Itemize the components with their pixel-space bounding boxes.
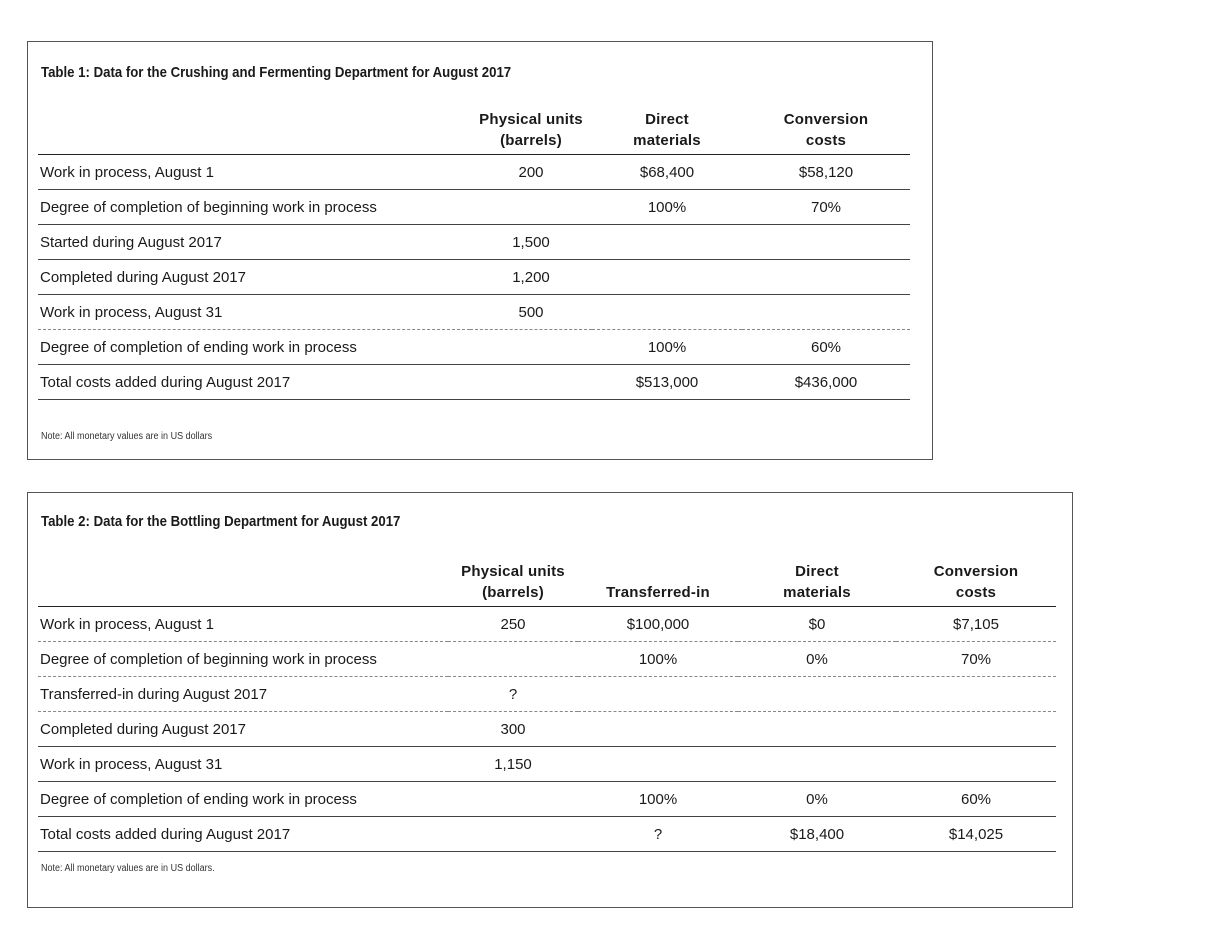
- row-label: Total costs added during August 2017: [38, 817, 448, 852]
- physical-units-cell: 250: [448, 607, 578, 642]
- table-row: [38, 782, 1056, 817]
- direct-materials-cell: 0%: [738, 642, 896, 677]
- table-row: [38, 747, 1056, 782]
- row-label: Work in process, August 31: [38, 295, 470, 330]
- row-label: Work in process, August 1: [38, 607, 448, 642]
- row-label: Work in process, August 31: [38, 747, 448, 782]
- table-row: [38, 642, 1056, 677]
- conversion-costs-cell: [742, 260, 910, 295]
- table2-header-blank: [38, 561, 448, 607]
- table2-header-row: [38, 561, 1056, 607]
- table-row: [38, 817, 1056, 852]
- transferred-in-cell: [578, 712, 738, 747]
- table1: [38, 109, 910, 400]
- transferred-in-cell: [578, 747, 738, 782]
- table-row: [38, 155, 910, 190]
- row-label: Degree of completion of ending work in process: [38, 782, 448, 817]
- direct-materials-cell: $513,000: [592, 365, 742, 400]
- conversion-costs-cell: 70%: [896, 642, 1056, 677]
- table-row: [38, 365, 910, 400]
- table-row: [38, 330, 910, 365]
- direct-materials-cell: $68,400: [592, 155, 742, 190]
- table2-header-direct-materials: Direct materials: [783, 563, 851, 601]
- physical-units-cell: [448, 642, 578, 677]
- physical-units-cell: 1,500: [470, 225, 592, 260]
- table2-panel: [27, 492, 1073, 908]
- table2-header-physical-units: Physical units (barrels): [461, 563, 565, 601]
- physical-units-cell: 300: [448, 712, 578, 747]
- physical-units-cell: 1,150: [448, 747, 578, 782]
- transferred-in-cell: 100%: [578, 782, 738, 817]
- direct-materials-cell: $0: [738, 607, 896, 642]
- physical-units-cell: ?: [448, 677, 578, 712]
- row-label: Degree of completion of beginning work in process: [38, 190, 470, 225]
- conversion-costs-cell: $7,105: [896, 607, 1056, 642]
- conversion-costs-cell: 60%: [742, 330, 910, 365]
- table1-title: Table 1: Data for the Crushing and Fermenting Department for August 2017: [41, 64, 512, 81]
- physical-units-cell: [448, 782, 578, 817]
- row-label: Started during August 2017: [38, 225, 470, 260]
- direct-materials-cell: $18,400: [738, 817, 896, 852]
- row-label: Total costs added during August 2017: [38, 365, 470, 400]
- table1-header-row: [38, 109, 910, 155]
- direct-materials-cell: 0%: [738, 782, 896, 817]
- table2-title: Table 2: Data for the Bottling Department for August 2017: [41, 513, 401, 530]
- row-label: Completed during August 2017: [38, 712, 448, 747]
- transferred-in-cell: $100,000: [578, 607, 738, 642]
- direct-materials-cell: [738, 712, 896, 747]
- conversion-costs-cell: $436,000: [742, 365, 910, 400]
- direct-materials-cell: [592, 260, 742, 295]
- row-label: Completed during August 2017: [38, 260, 470, 295]
- direct-materials-cell: 100%: [592, 190, 742, 225]
- table1-note: Note: All monetary values are in US dollars: [41, 431, 213, 442]
- table-row: [38, 295, 910, 330]
- conversion-costs-cell: [896, 712, 1056, 747]
- table2-header-conversion-costs: Conversion costs: [933, 563, 1019, 601]
- conversion-costs-cell: [742, 225, 910, 260]
- table1-panel: [27, 41, 933, 460]
- conversion-costs-cell: 60%: [896, 782, 1056, 817]
- physical-units-cell: [470, 190, 592, 225]
- table1-header-blank: [38, 109, 470, 155]
- table1-header-conversion-costs: Conversion costs: [783, 111, 869, 149]
- row-label: Transferred-in during August 2017: [38, 677, 448, 712]
- direct-materials-cell: 100%: [592, 330, 742, 365]
- direct-materials-cell: [592, 225, 742, 260]
- row-label: Degree of completion of ending work in process: [38, 330, 470, 365]
- table-row: [38, 225, 910, 260]
- physical-units-cell: 500: [470, 295, 592, 330]
- table2: [38, 561, 1056, 852]
- physical-units-cell: [470, 330, 592, 365]
- physical-units-cell: [470, 365, 592, 400]
- table2-note: Note: All monetary values are in US dollars.: [41, 863, 215, 874]
- table-row: [38, 190, 910, 225]
- table2-header-transferred-in: Transferred-in: [606, 584, 710, 601]
- table-row: [38, 712, 1056, 747]
- transferred-in-cell: ?: [578, 817, 738, 852]
- conversion-costs-cell: [896, 677, 1056, 712]
- table-row: [38, 607, 1056, 642]
- physical-units-cell: 1,200: [470, 260, 592, 295]
- table1-header-physical-units: Physical units (barrels): [479, 111, 583, 149]
- conversion-costs-cell: $14,025: [896, 817, 1056, 852]
- physical-units-cell: 200: [470, 155, 592, 190]
- direct-materials-cell: [738, 747, 896, 782]
- transferred-in-cell: 100%: [578, 642, 738, 677]
- row-label: Work in process, August 1: [38, 155, 470, 190]
- conversion-costs-cell: [896, 747, 1056, 782]
- row-label: Degree of completion of beginning work in process: [38, 642, 448, 677]
- conversion-costs-cell: [742, 295, 910, 330]
- table-row: [38, 260, 910, 295]
- table-row: [38, 677, 1056, 712]
- conversion-costs-cell: $58,120: [742, 155, 910, 190]
- conversion-costs-cell: 70%: [742, 190, 910, 225]
- table1-header-direct-materials: Direct materials: [633, 111, 701, 149]
- transferred-in-cell: [578, 677, 738, 712]
- direct-materials-cell: [592, 295, 742, 330]
- direct-materials-cell: [738, 677, 896, 712]
- physical-units-cell: [448, 817, 578, 852]
